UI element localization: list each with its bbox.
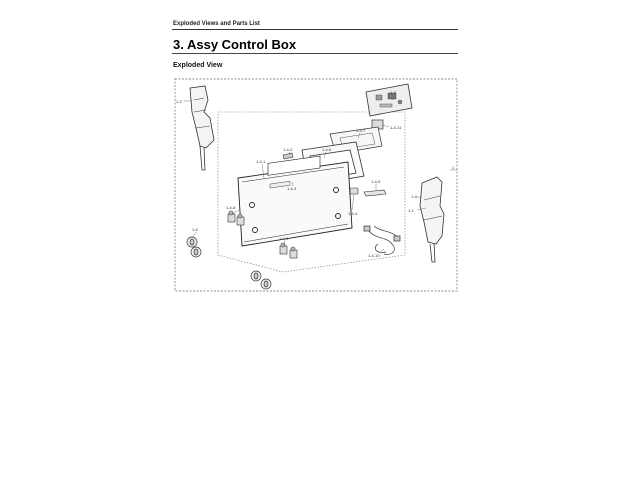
knob-4 — [261, 279, 271, 289]
control-pcb — [366, 84, 412, 116]
knob-1 — [187, 237, 197, 247]
callout-1-3: 1-3 — [390, 90, 396, 95]
control-panel — [238, 156, 352, 246]
page-subtitle: Exploded View — [173, 62, 223, 69]
callout-1-4-2: 1-4-2 — [283, 147, 293, 152]
rotary-switch-center-b — [290, 247, 297, 258]
knob-3 — [251, 271, 261, 281]
small-key — [283, 153, 293, 159]
callout-1-4-7: 1-4-7 — [356, 128, 366, 133]
callout-1-5: 1-5 — [192, 227, 198, 232]
callout-1-4-11: 1-4-11 — [390, 125, 402, 130]
callout-1-4-3: 1-4-3 — [287, 186, 297, 191]
callout-1-4-10: 1-4-10 — [368, 253, 380, 258]
callout-1-4-9: 1-4-9 — [279, 236, 289, 241]
rotary-switch-center-a — [280, 243, 287, 254]
wire-harness — [364, 226, 400, 254]
callout-1-4-1: 1-4-1 — [256, 159, 266, 164]
callout-1-4-8: 1-4-8 — [226, 205, 236, 210]
section-header: Exploded Views and Parts List — [173, 21, 260, 27]
callout-1: 1 — [452, 165, 455, 170]
page-title: 3. Assy Control Box — [173, 37, 297, 52]
rotary-switch-left-a — [228, 211, 235, 222]
callout-1-1: 1-1 — [408, 208, 414, 213]
ribbon-cable — [364, 190, 386, 196]
button-cap — [350, 188, 358, 194]
callout-1-4-6: 1-4-6 — [322, 147, 332, 152]
callout-1-2: 1-2 — [176, 99, 182, 104]
left-side-bracket — [190, 86, 214, 170]
callout-1-4-5: 1-4-5 — [371, 179, 381, 184]
callout-1-4: 1-4 — [411, 194, 417, 199]
right-side-bracket — [420, 177, 444, 262]
knob-2 — [191, 247, 201, 257]
callout-1-4-4: 1-4-4 — [348, 211, 358, 216]
